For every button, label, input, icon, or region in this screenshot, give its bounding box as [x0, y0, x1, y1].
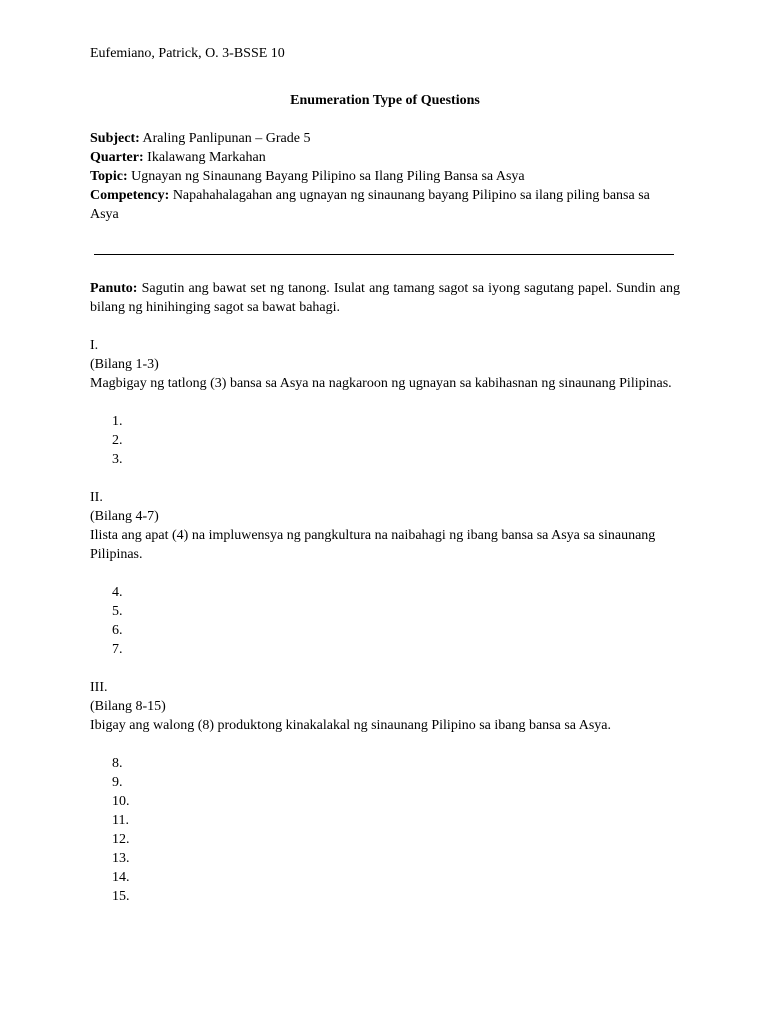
section-question: Ilista ang apat (4) na impluwensya ng pangkultura na naibahagi ng ibang bansa sa Asya sa sinaunang Pilipinas.	[90, 528, 656, 562]
quarter-line	[90, 148, 680, 167]
section-range: (Bilang 4-7)	[90, 509, 159, 524]
answer-item: 8.	[112, 756, 123, 771]
answer-item: 9.	[112, 775, 123, 790]
section-question: Magbigay ng tatlong (3) bansa sa Asya na nagkaroon ng ugnayan sa kabihasnan ng sinaunang Pilipinas.	[90, 376, 672, 391]
answer-item: 5.	[112, 604, 123, 619]
answer-item: 10.	[112, 794, 130, 809]
section-range: (Bilang 8-15)	[90, 699, 166, 714]
instructions-label: Panuto:	[90, 281, 138, 296]
answer-item: 3.	[112, 452, 123, 467]
document-title: Enumeration Type of Questions	[290, 93, 480, 108]
instructions	[90, 279, 680, 317]
document-page	[90, 44, 680, 906]
answer-item: 14.	[112, 870, 130, 885]
horizontal-divider	[94, 254, 674, 255]
author-line: Eufemiano, Patrick, O. 3-BSSE 10	[90, 46, 285, 61]
section-3	[90, 678, 680, 906]
subject-label: Subject:	[90, 131, 140, 146]
answer-list	[90, 754, 680, 906]
section-roman: II.	[90, 490, 103, 505]
topic-line	[90, 167, 680, 186]
answer-item: 7.	[112, 642, 123, 657]
competency-value: Napahahalagahan ang ugnayan ng sinaunang bayang Pilipino sa ilang piling bansa sa Asya	[90, 188, 650, 222]
answer-item: 12.	[112, 832, 130, 847]
section-question: Ibigay ang walong (8) produktong kinakalakal ng sinaunang Pilipino sa ibang bansa sa Asya.	[90, 718, 612, 733]
topic-label: Topic:	[90, 169, 128, 184]
answer-item: 2.	[112, 433, 123, 448]
quarter-value: Ikalawang Markahan	[143, 150, 266, 165]
answer-item: 1.	[112, 414, 123, 429]
subject-line	[90, 129, 680, 148]
quarter-label: Quarter:	[90, 150, 144, 165]
metadata-block	[90, 129, 680, 224]
instructions-text: Sagutin ang bawat set ng tanong. Isulat ang tamang sagot sa iyong sagutang papel. Sundin ang bilang ng hinihinging sagot sa bawat bahagi.	[90, 281, 680, 315]
answer-item: 15.	[112, 889, 130, 904]
section-roman: I.	[90, 338, 99, 353]
topic-value: Ugnayan ng Sinaunang Bayang Pilipino sa Ilang Piling Bansa sa Asya	[127, 169, 525, 184]
answer-list	[90, 412, 680, 469]
competency-line	[90, 186, 680, 224]
section-2	[90, 488, 680, 659]
section-range: (Bilang 1-3)	[90, 357, 159, 372]
section-1	[90, 336, 680, 469]
answer-item: 13.	[112, 851, 130, 866]
subject-value: Araling Panlipunan – Grade 5	[139, 131, 311, 146]
competency-label: Competency:	[90, 188, 170, 203]
answer-item: 11.	[112, 813, 129, 828]
answer-list	[90, 583, 680, 659]
answer-item: 6.	[112, 623, 123, 638]
section-roman: III.	[90, 680, 108, 695]
answer-item: 4.	[112, 585, 123, 600]
